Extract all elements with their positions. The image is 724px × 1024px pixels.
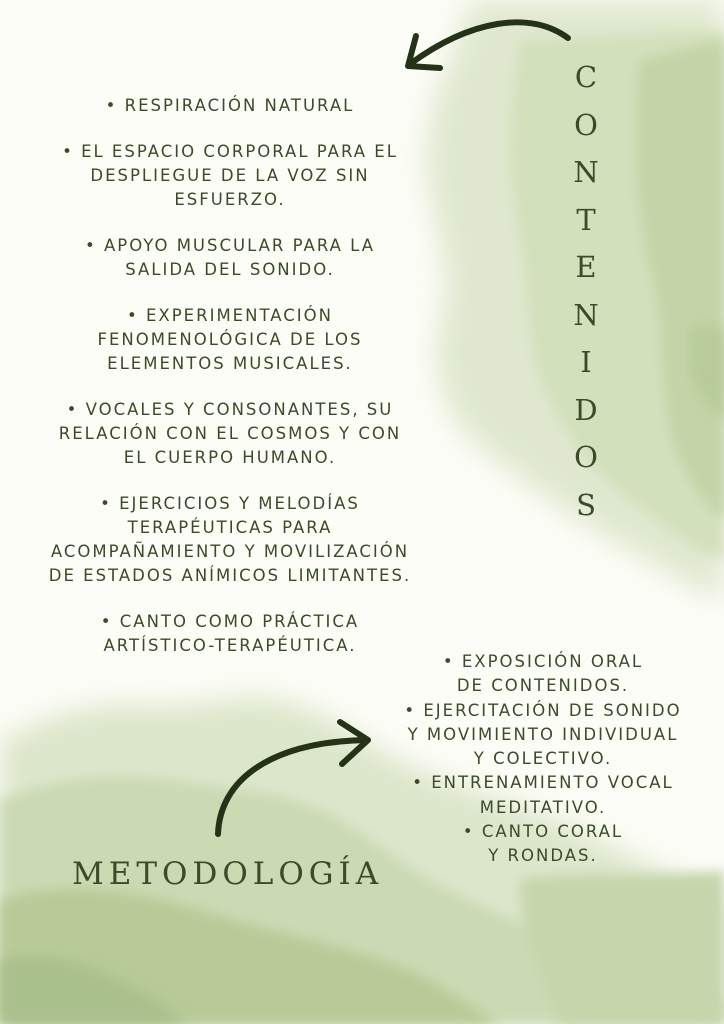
metodologia-list (388, 650, 698, 869)
contenidos-title-letter: S (576, 487, 596, 522)
contenidos-list (30, 94, 430, 680)
contenidos-title-letter: C (574, 60, 598, 94)
arrow-bottom-icon (218, 722, 368, 834)
contenidos-title (568, 54, 604, 529)
contenidos-item-line: DESPLIEGUE DE LA VOZ SIN (90, 166, 370, 185)
metodologia-line: • EXPOSICIÓN ORAL (442, 652, 644, 671)
contenidos-item-line: • EL ESPACIO CORPORAL PARA EL (62, 142, 398, 161)
contenidos-item-line: • APOYO MUSCULAR PARA LA (84, 236, 376, 255)
contenidos-item-line: RELACIÓN CON EL COSMOS Y CON (58, 424, 402, 443)
contenidos-item-line: EL CUERPO HUMANO. (123, 448, 337, 467)
contenidos-item (30, 492, 430, 588)
contenidos-item-line: ESFUERZO. (174, 190, 286, 209)
metodologia-line: Y COLECTIVO. (473, 749, 613, 769)
contenidos-item-line: • CANTO COMO PRÁCTICA (100, 612, 360, 631)
contenidos-item-line: • EJERCICIOS Y MELODÍAS (100, 494, 360, 513)
contenidos-title-letter: N (573, 297, 599, 332)
contenidos-item-line: TERAPÉUTICAS PARA (127, 518, 333, 537)
contenidos-item-line: ELEMENTOS MUSICALES. (107, 354, 353, 373)
contenidos-item-line: • EXPERIMENTACIÓN (127, 306, 333, 325)
contenidos-title-letter: N (573, 155, 599, 189)
contenidos-item (30, 304, 430, 376)
contenidos-item-line: • VOCALES Y CONSONANTES, SU (66, 400, 394, 419)
metodologia-line: Y MOVIMIENTO INDIVIDUAL (407, 724, 679, 744)
contenidos-item-line: DE ESTADOS ANÍMICOS LIMITANTES. (48, 566, 412, 585)
contenidos-item-line: SALIDA DEL SONIDO. (125, 260, 335, 279)
contenidos-item (30, 610, 430, 658)
metodologia-line: MEDITATIVO. (479, 797, 607, 817)
contenidos-item (30, 140, 430, 212)
contenidos-title-letter: E (575, 250, 597, 284)
metodologia-line: Y RONDAS. (488, 846, 598, 866)
contenidos-title-letter: T (576, 202, 596, 237)
metodologia-line: • EJERCITACIÓN DE SONIDO (404, 700, 682, 720)
contenidos-item-line: FENOMENOLÓGICA DE LOS (97, 330, 363, 349)
arrow-top-icon (408, 22, 568, 68)
metodologia-line: • ENTRENAMIENTO VOCAL (412, 773, 674, 793)
contenidos-title-letter: O (574, 440, 598, 474)
contenidos-item-line: • RESPIRACIÓN NATURAL (105, 96, 355, 115)
metodologia-line: DE CONTENIDOS. (456, 676, 630, 696)
metodologia-title: METODOLOGÍA (72, 856, 384, 892)
contenidos-item (30, 94, 430, 118)
contenidos-item (30, 234, 430, 282)
contenidos-item-line: ACOMPAÑAMIENTO Y MOVILIZACIÓN (50, 542, 410, 561)
metodologia-line: • CANTO CORAL (462, 822, 624, 842)
contenidos-item (30, 398, 430, 470)
contenidos-title-letter: I (580, 345, 592, 379)
contenidos-title-letter: O (574, 107, 598, 142)
contenidos-item-line: ARTÍSTICO-TERAPÉUTICA. (103, 636, 357, 655)
contenidos-title-letter: D (574, 392, 598, 427)
